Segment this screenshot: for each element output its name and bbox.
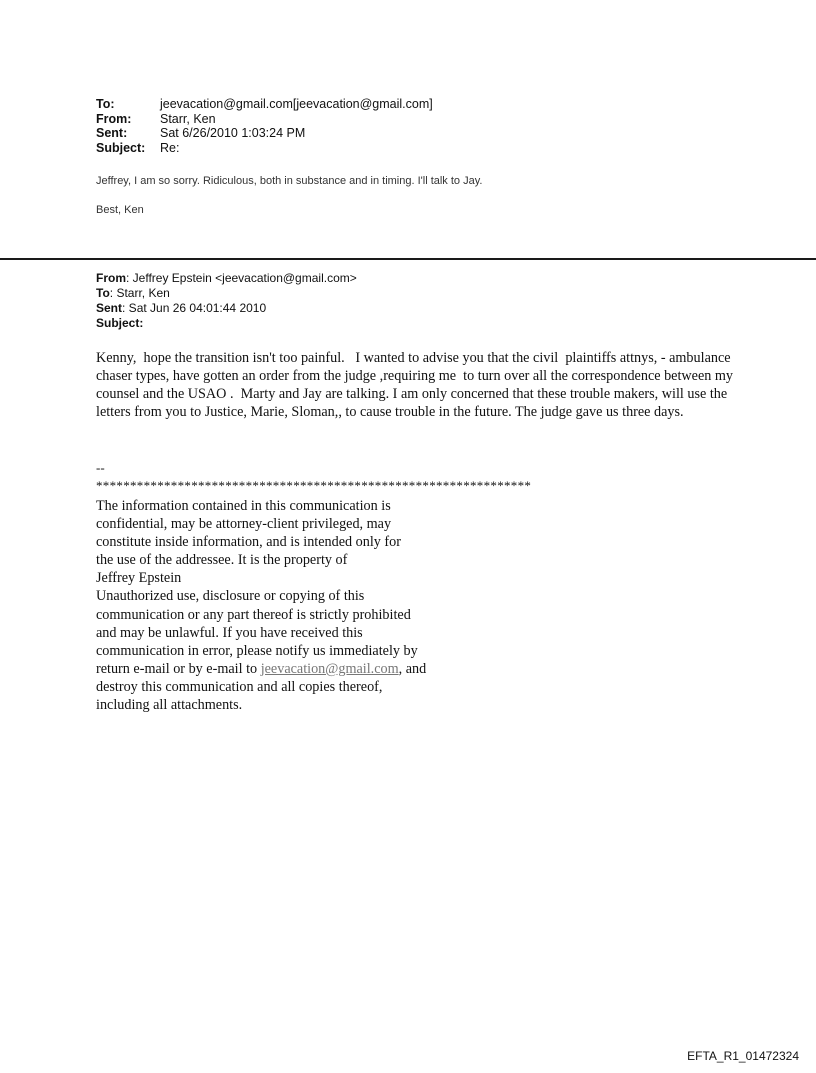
message-divider xyxy=(0,258,816,260)
reply-signoff: Best, Ken xyxy=(96,204,144,216)
original-subject-value: : xyxy=(139,316,144,330)
reply-subject-row xyxy=(96,141,433,156)
reply-subject-label: Subject: xyxy=(96,140,146,155)
confidentiality-disclaimer xyxy=(96,497,426,714)
original-from-label: From xyxy=(96,271,126,285)
disclaimer-email-suffix: , and xyxy=(398,660,427,677)
reply-sent-row xyxy=(96,126,433,141)
reply-email-header xyxy=(96,97,433,155)
disclaimer-line: The information contained in this communication is xyxy=(96,498,391,514)
reply-subject-value: Re: xyxy=(160,140,180,155)
reply-from-label: From: xyxy=(96,111,132,126)
original-email-header xyxy=(96,271,357,331)
original-body-text: Kenny, hope the transition isn't too painful. I wanted to advise you that the civil plaintiffs attnys, - ambulance chaser types, have gotten an order from the judge ,requiring me to turn over all the correspondence between my counsel and the USAO . Marty and Jay are talking. I am only concerned that these trouble makers, will use the letters from you to Justice, Marie, Sloman,, to cause trouble in the future. The judge gave us three days. xyxy=(96,350,737,420)
disclaimer-email-prefix: return e-mail or by e-mail to xyxy=(96,660,261,677)
original-sent-row xyxy=(96,301,357,316)
disclaimer-line: destroy this communication and all copies thereof, xyxy=(96,678,383,695)
original-to-label: To xyxy=(96,286,110,300)
disclaimer-line: constitute inside information, and is intended only for xyxy=(96,534,401,551)
disclaimer-email-line xyxy=(96,660,426,678)
original-to-value: : Starr, Ken xyxy=(109,286,170,300)
original-subject-row xyxy=(96,316,357,331)
reply-to-label: To: xyxy=(96,97,115,111)
reply-to-row xyxy=(96,97,433,112)
reply-to-value: jeevacation@gmail.com[jeevacation@gmail.com] xyxy=(160,97,433,111)
reply-body-text: Jeffrey, I am so sorry. Ridiculous, both in substance and in timing. I'll talk to Jay. xyxy=(96,175,483,187)
signature-stars: **************************************************************** xyxy=(96,478,532,493)
original-subject-label: Subject xyxy=(96,316,140,330)
reply-sent-label: Sent: xyxy=(96,126,128,140)
disclaimer-line: Jeffrey Epstein xyxy=(96,570,182,587)
reply-from-value: Starr, Ken xyxy=(160,111,216,126)
disclaimer-email-link[interactable]: jeevacation@gmail.com xyxy=(260,660,399,677)
original-to-row xyxy=(96,286,357,301)
original-from-row xyxy=(96,271,357,286)
reply-from-row xyxy=(96,112,433,127)
reply-sent-value: Sat 6/26/2010 1:03:24 PM xyxy=(160,126,306,140)
original-sent-label: Sent xyxy=(96,301,123,315)
disclaimer-line: communication or any part thereof is strictly prohibited xyxy=(96,606,411,623)
signature-dashes: -- xyxy=(96,460,105,475)
disclaimer-line: and may be unlawful. If you have received this xyxy=(96,624,363,641)
disclaimer-line: including all attachments. xyxy=(96,697,243,714)
disclaimer-line: communication in error, please notify us immediately by xyxy=(96,642,418,659)
disclaimer-line: the use of the addressee. It is the property of xyxy=(96,552,348,569)
original-from-value: : Jeffrey Epstein <jeevacation@gmail.com> xyxy=(126,271,357,285)
original-sent-value: : Sat Jun 26 04:01:44 2010 xyxy=(122,301,267,315)
disclaimer-line: confidential, may be attorney-client privileged, may xyxy=(96,516,392,533)
document-id-footer: EFTA_R1_01472324 xyxy=(687,1049,799,1063)
disclaimer-line: Unauthorized use, disclosure or copying of this xyxy=(96,588,365,605)
